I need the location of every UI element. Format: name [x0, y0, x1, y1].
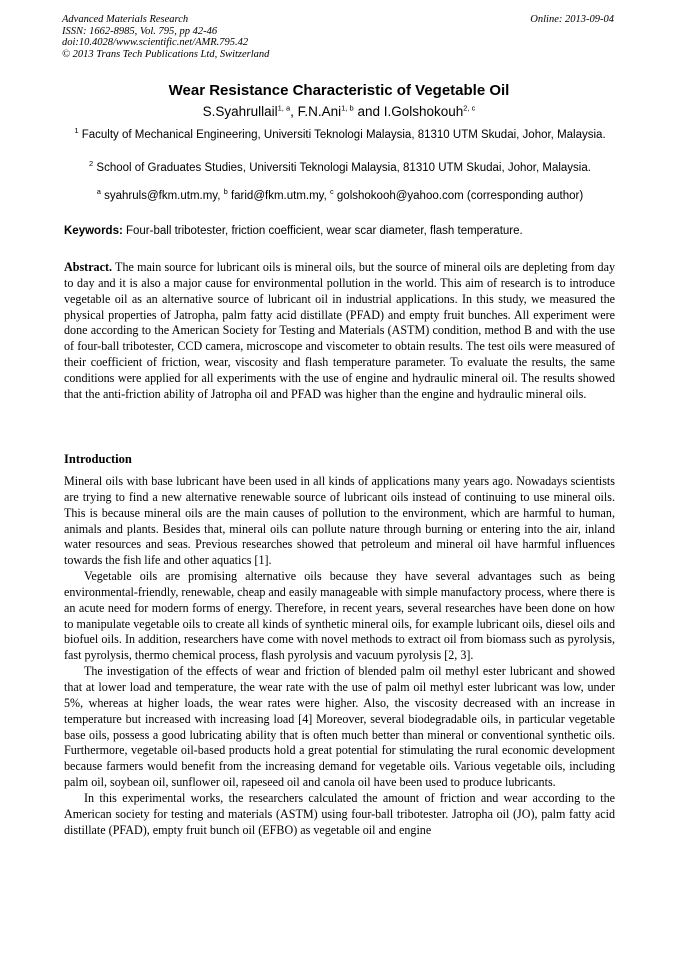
- affiliation-2: [70, 161, 610, 175]
- abstract-text: The main source for lubricant oils is mineral oils, but the source of mineral oils are depleting from day to day and it is also a major cause for environmental pollution in the world. This aim of research is to introduce vegetable oil as an alternative source of lubricant oil in industrial applications. In this study, we measured the physical properties of Jatropha, palm fatty acid distillate (PFAD) and empty fruit bunches. All experiment were done according to the American Society for Testing and Materials (ASTM) condition, method B and with the use of four-ball tribotester, CCD camera, microscope and viscometer to obtain results. The test oils were measured of their coefficient of friction, wear, viscosity and flash temperature parameter. To evaluate the results, the same conditions were applied for all experiments with the use of engine and hydraulic mineral oil. The results showed that the anti-friction ability of Jatropha oil and PFAD was higher than the engine and hydraulic mineral oils.: [64, 260, 615, 401]
- author-separator: and: [353, 104, 384, 119]
- abstract: [64, 260, 615, 403]
- email-list: [60, 189, 620, 203]
- author-sup: 1, a: [277, 103, 291, 113]
- keywords-label: Keywords:: [64, 225, 123, 237]
- affiliation-text: School of Graduates Studies, Universiti Teknologi Malaysia, 81310 UTM Skudai, Johor, Malaysia.: [93, 162, 591, 174]
- email-text: golshokooh@yahoo.com (corresponding author): [333, 190, 584, 202]
- introduction-heading: Introduction: [64, 452, 132, 466]
- intro-paragraph: In this experimental works, the researchers calculated the amount of friction and wear according to the American society for testing and materials (ASTM) using four-ball tribotester. Jatropha oil (JO), palm fatty acid distillate (PFAD), empty fruit bunch oil (EFBO) as vegetable oil and engine: [64, 790, 615, 837]
- author-sup: 2, c: [463, 103, 476, 113]
- email-text: farid@fkm.utm.my,: [227, 190, 330, 202]
- author-name: I.Golshokouh: [383, 104, 464, 119]
- affiliation-sup: 1: [74, 126, 79, 136]
- keywords-text: Four-ball tribotester, friction coefficient, wear scar diameter, flash temperature.: [122, 225, 523, 237]
- issn-line: ISSN: 1662-8985, Vol. 795, pp 42-46: [62, 25, 218, 37]
- intro-paragraph: Vegetable oils are promising alternative oils because they have several advantages such as being environmental-friendly, renewable, cheap and easily manageable with simple manufactory process, where there is an acute need for modern forms of energy. Therefore, in recent years, several researches have been done on how to manipulate vegetable oils to create all kinds of synthetic mineral oils, for example lubricant oils, diesel oils and biofuel oils. In addition, researchers have come with novel methods to extract oil from biomass such as pyrolysis, fast pyrolysis, thermo chemical process, flash pyrolysis and vacuum pyrolysis [2, 3].: [64, 569, 615, 663]
- affiliation-1: [70, 128, 610, 142]
- affiliation-sup: 2: [89, 159, 94, 169]
- copyright-line: © 2013 Trans Tech Publications Ltd, Switzerland: [62, 48, 270, 60]
- affiliation-text: Faculty of Mechanical Engineering, Universiti Teknologi Malaysia, 81310 UTM Skudai, Johor, Malaysia.: [78, 129, 606, 141]
- paper-title: Wear Resistance Characteristic of Vegetable Oil: [168, 82, 510, 99]
- author-list: [0, 103, 678, 120]
- author-name: F.N.Ani: [297, 104, 342, 119]
- abstract-label: Abstract.: [64, 260, 113, 274]
- online-date: Online: 2013-09-04: [530, 14, 614, 25]
- keywords: [64, 224, 616, 238]
- doi-line: doi:10.4028/www.scientific.net/AMR.795.42: [62, 37, 249, 48]
- journal-header: [62, 14, 269, 60]
- journal-name: Advanced Materials Research: [62, 14, 189, 25]
- email-sup: b: [223, 187, 228, 197]
- email-sup: a: [96, 187, 101, 197]
- email-text: syahruls@fkm.utm.my,: [100, 190, 224, 202]
- author-separator: ,: [290, 104, 298, 119]
- intro-paragraph: The investigation of the effects of wear and friction of blended palm oil methyl ester lubricant and showed that at lower load and temperature, the wear rate with the use of palm oil methyl ester lubricant was low, under 5%, whereas at higher loads, the wear rates were higher. Also, the viscosity decreased with an increase in temperature but increased with increasing load [4] Moreover, several biodegradable oils, in particular vegetable base oils, possess a good lubricating ability that is often much better than mineral or conventional synthetic oils. Furthermore, vegetable oil-based products hold a great potential for stimulating the rural economic development because farmers would benefit from the increasing demand for vegetable oils. Various vegetable oils, including palm oil, soybean oil, sunflower oil, rapeseed oil and canola oil have been used to produce lubricants.: [64, 664, 615, 790]
- author-sup: 1, b: [341, 103, 354, 113]
- author-name: S.Syahrullail: [202, 104, 278, 119]
- intro-paragraph: Mineral oils with base lubricant have been used in all kinds of applications many years ago. Nowadays scientists are trying to find a new alternative renewable source of lubricant oils instead of continuing to use mineral oils. This is because mineral oils are the main causes of pollution to the environment, which are harmful to human, animals and plants. Besides that, mineral oils can pollute nature through burning or entering into the air, inland water resources and seas. Previous researches showed that petroleum and mineral oil have harmful influences towards the fish life and other aquatics [1].: [64, 474, 615, 568]
- email-sup: c: [329, 187, 334, 197]
- introduction-body: [64, 474, 615, 838]
